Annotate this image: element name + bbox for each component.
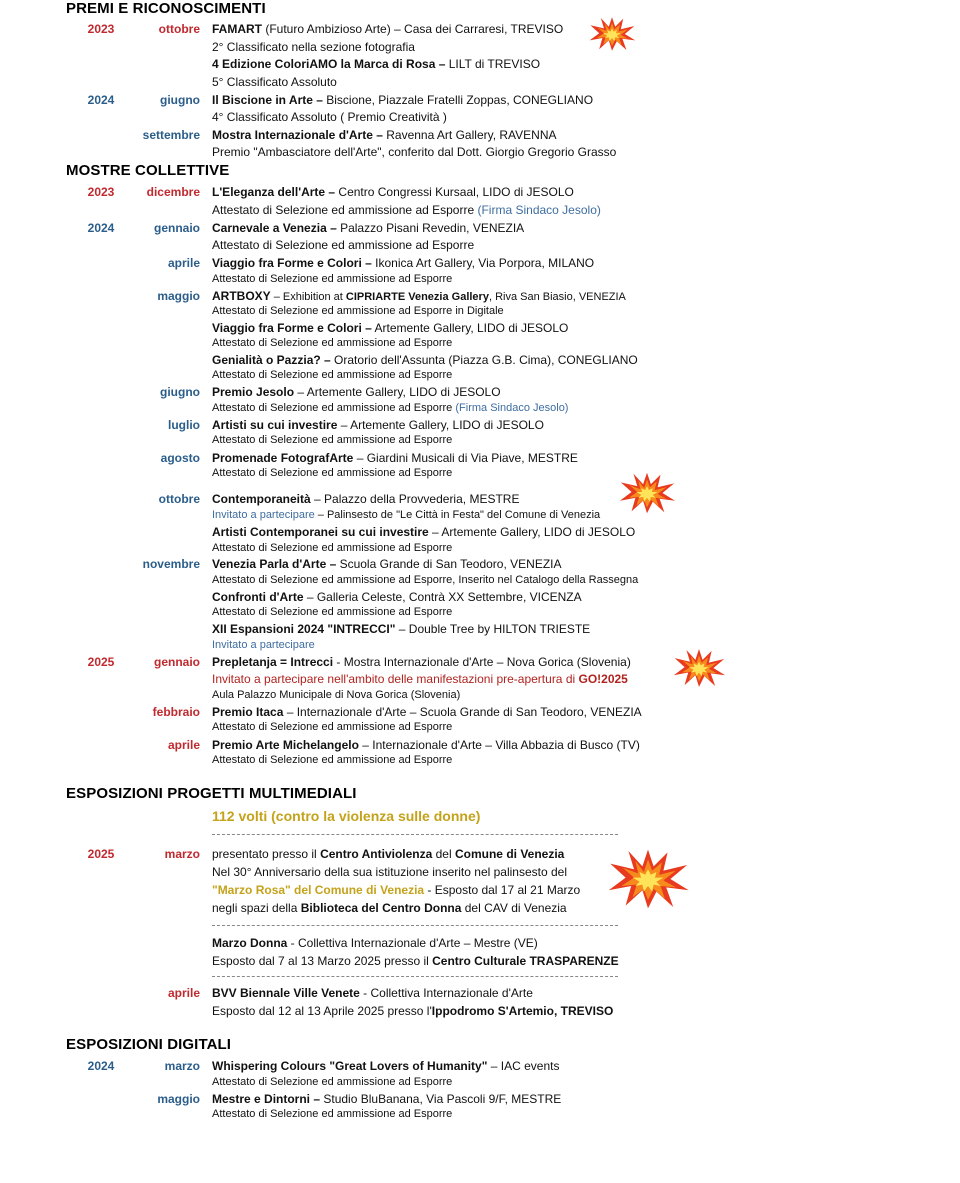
month-label: febbraio	[152, 705, 200, 719]
entry-title: Contemporaneità	[212, 492, 311, 506]
line-text: Esposto dal 12 al 13 Aprile 2025 presso l'	[212, 1004, 432, 1018]
starburst-icon	[672, 645, 726, 691]
starburst-icon	[606, 842, 690, 916]
entry-venue: – Internazionale d'Arte – Villa Abbazia di Busco (TV)	[358, 738, 640, 752]
entry-title: Premio Arte Michelangelo	[212, 738, 359, 752]
line-text: del CAV di Venezia	[461, 901, 567, 915]
entry-venue: – Artemente Gallery, LIDO di JESOLO	[428, 525, 636, 539]
exhibition-entry	[212, 418, 544, 432]
entry-detail: 5° Classificato Assoluto	[212, 75, 337, 89]
line-text: negli spazi della	[212, 901, 301, 915]
project-line	[212, 936, 538, 950]
project-line	[212, 901, 567, 915]
entry-detail: Attestato di Selezione ed ammissione ad Esporre	[212, 606, 453, 618]
entry-detail	[212, 402, 568, 414]
entry-title: Premio Jesolo	[212, 385, 298, 399]
entry-venue: Oratorio dell'Assunta (Piazza G.B. Cima), CONEGLIANO	[330, 353, 638, 367]
detail-note: (Firma Sindaco Jesolo)	[477, 203, 601, 217]
entry-venue: – Exhibition at	[270, 291, 346, 303]
month-label: gennaio	[153, 655, 200, 669]
award-entry	[212, 128, 557, 142]
section-title-mostre: MOSTRE COLLETTIVE	[66, 162, 230, 179]
line-text: del	[432, 847, 455, 861]
divider	[212, 976, 618, 977]
entry-title: Whispering Colours "Great Lovers of Humanity"	[212, 1059, 491, 1073]
exhibition-entry	[212, 1092, 561, 1106]
entry-venue: Palazzo Pisani Revedin, VENEZIA	[336, 221, 525, 235]
month-label: marzo	[164, 847, 200, 861]
section-title-digitali: ESPOSIZIONI DIGITALI	[66, 1036, 232, 1053]
year-label: 2025	[87, 655, 115, 669]
month-label: giugno	[160, 385, 200, 399]
detail-text: Attestato di Selezione ed ammissione ad Esporre	[212, 203, 478, 217]
month-label: dicembre	[146, 185, 200, 199]
year-label: 2023	[87, 185, 115, 199]
entry-title: Promenade FotografArte	[212, 451, 354, 465]
entry-venue: (Futuro Ambizioso Arte) – Casa dei Carraresi, TREVISO	[262, 22, 564, 36]
entry-detail: Attestato di Selezione ed ammissione ad Esporre	[212, 369, 453, 381]
month-label: ottobre	[158, 22, 200, 36]
entry-detail	[212, 672, 628, 686]
entry-detail: 4° Classificato Assoluto ( Premio Creatività )	[212, 110, 447, 124]
entry-title: L'Eleganza dell'Arte –	[212, 185, 336, 199]
entry-title: Marzo Donna	[212, 936, 288, 950]
entry-venue: , Riva San Biasio, VENEZIA	[488, 291, 626, 303]
line-text: Esposto dal 7 al 13 Marzo 2025 presso il	[212, 954, 433, 968]
entry-title: Mestre e Dintorni –	[212, 1092, 321, 1106]
detail-note: GO!2025	[578, 672, 628, 686]
entry-title: Premio Itaca	[212, 705, 284, 719]
entry-detail: Attestato di Selezione ed ammissione ad Esporre	[212, 754, 453, 766]
entry-title: CIPRIARTE Venezia Gallery	[345, 291, 489, 303]
entry-detail: Attestato di Selezione ed ammissione ad Esporre	[212, 273, 453, 285]
exhibition-entry	[212, 289, 626, 303]
exhibition-entry	[212, 525, 635, 539]
month-label: luglio	[168, 418, 200, 432]
exhibition-entry	[212, 557, 562, 571]
divider	[212, 834, 618, 835]
entry-title: Venezia Parla d'Arte –	[212, 557, 337, 571]
line-text: - Esposto dal 17 al 21 Marzo	[424, 883, 581, 897]
detail-text: Attestato di Selezione ed ammissione ad Esporre	[212, 402, 453, 414]
entry-detail	[212, 509, 600, 521]
entry-venue: LILT di TREVISO	[445, 57, 541, 71]
divider	[212, 925, 618, 926]
month-label: aprile	[167, 738, 200, 752]
month-label: settembre	[142, 128, 200, 142]
entry-detail: Attestato di Selezione ed ammissione ad Esporre, Inserito nel Catalogo della Rassegna	[212, 574, 639, 586]
entry-title: Genialità o Pazzia? –	[212, 353, 331, 367]
line-bold: Ippodromo S'Artemio, TREVISO	[431, 1004, 614, 1018]
exhibition-entry	[212, 353, 638, 367]
entry-detail: Attestato di Selezione ed ammissione ad Esporre	[212, 1076, 453, 1088]
month-label: maggio	[157, 289, 200, 303]
entry-title: Prepletanja = Intrecci	[212, 655, 334, 669]
entry-title: BVV Biennale Ville Venete	[212, 986, 360, 1000]
year-label: 2024	[87, 93, 115, 107]
entry-title: Mostra Internazionale d'Arte –	[212, 128, 383, 142]
month-label: giugno	[160, 93, 200, 107]
entry-venue: - Mostra Internazionale d'Arte – Nova Gorica (Slovenia)	[333, 655, 631, 669]
entry-venue: – Internazionale d'Arte – Scuola Grande di San Teodoro, VENEZIA	[283, 705, 642, 719]
exhibition-entry	[212, 590, 582, 604]
entry-venue: Centro Congressi Kursaal, LIDO di JESOLO	[335, 185, 574, 199]
entry-venue: – Giardini Musicali di Via Piave, MESTRE	[353, 451, 578, 465]
project-line	[212, 954, 619, 968]
entry-title: Viaggio fra Forme e Colori –	[212, 256, 372, 270]
exhibition-entry	[212, 451, 578, 465]
entry-venue: Ikonica Art Gallery, Via Porpora, MILANO	[371, 256, 595, 270]
entry-venue: – Palazzo della Provvederia, MESTRE	[310, 492, 520, 506]
exhibition-entry	[212, 622, 590, 636]
entry-title: ARTBOXY	[212, 289, 271, 303]
award-entry	[212, 57, 540, 71]
entry-venue: - Collettiva Internazionale d'Arte – Mestre (VE)	[287, 936, 538, 950]
entry-title: FAMART	[212, 22, 262, 36]
entry-detail: Attestato di Selezione ed ammissione ad Esporre	[212, 1108, 453, 1120]
entry-title: XII Espansioni 2024 "INTRECCI"	[212, 622, 399, 636]
project-line	[212, 986, 533, 1000]
project-line	[212, 883, 580, 897]
line-bold: Biblioteca del Centro Donna	[300, 901, 462, 915]
year-label: 2024	[87, 221, 115, 235]
entry-venue: – IAC events	[490, 1059, 560, 1073]
entry-venue: Biscione, Piazzale Fratelli Zoppas, CONEGLIANO	[322, 93, 594, 107]
month-label: ottobre	[158, 492, 200, 506]
detail-text: – Palinsesto de "Le Città in Festa" del Comune di Venezia	[314, 509, 601, 521]
year-label: 2024	[87, 1059, 115, 1073]
award-entry	[212, 93, 593, 107]
entry-venue: Studio BluBanana, Via Pascoli 9/F, MESTRE	[320, 1092, 562, 1106]
month-label: aprile	[167, 986, 200, 1000]
entry-detail: Attestato di Selezione ed ammissione ad Esporre in Digitale	[212, 305, 504, 317]
exhibition-entry	[212, 492, 519, 506]
exhibition-entry	[212, 321, 568, 335]
line-bold: Centro Antiviolenza	[320, 847, 433, 861]
section-title-multimediali: ESPOSIZIONI PROGETTI MULTIMEDIALI	[66, 785, 357, 802]
detail-note: (Firma Sindaco Jesolo)	[455, 402, 569, 414]
entry-detail: Premio "Ambasciatore dell'Arte", conferito dal Dott. Giorgio Gregorio Grasso	[212, 145, 617, 159]
entry-venue: - Collettiva Internazionale d'Arte	[359, 986, 533, 1000]
project-line	[212, 1004, 613, 1018]
entry-detail	[212, 203, 601, 217]
month-label: novembre	[142, 557, 200, 571]
month-label: aprile	[167, 256, 200, 270]
entry-title: Artisti su cui investire	[212, 418, 341, 432]
line-highlight: "Marzo Rosa" del Comune di Venezia	[212, 883, 425, 897]
entry-title: Confronti d'Arte	[212, 590, 307, 604]
entry-title: Artisti Contemporanei su cui investire	[212, 525, 429, 539]
month-label: agosto	[160, 451, 200, 465]
exhibition-entry	[212, 221, 524, 235]
entry-detail: Invitato a partecipare	[212, 639, 315, 651]
project-line: Nel 30° Anniversario della sua istituzione inserito nel palinsesto del	[212, 865, 568, 879]
entry-detail: Attestato di Selezione ed ammissione ad Esporre	[212, 542, 453, 554]
entry-detail: Attestato di Selezione ed ammissione ad Esporre	[212, 721, 453, 733]
project-line	[212, 847, 564, 861]
exhibition-entry	[212, 1059, 559, 1073]
month-label: marzo	[164, 1059, 200, 1073]
month-label: maggio	[157, 1092, 200, 1106]
exhibition-entry	[212, 385, 501, 399]
award-entry	[212, 22, 563, 36]
entry-venue: – Artemente Gallery, LIDO di JESOLO	[340, 418, 544, 432]
project-title: 112 volti (contro la violenza sulle donne)	[212, 808, 481, 824]
entry-title: 4 Edizione ColoriAMO la Marca di Rosa –	[212, 57, 446, 71]
detail-note: Invitato a partecipare	[212, 509, 315, 521]
entry-detail: Attestato di Selezione ed ammissione ad Esporre	[212, 434, 453, 446]
exhibition-entry	[212, 655, 631, 669]
exhibition-entry	[212, 185, 574, 199]
entry-venue: – Galleria Celeste, Contrà XX Settembre, VICENZA	[306, 590, 582, 604]
starburst-icon	[618, 470, 676, 516]
entry-title: Carnevale a Venezia –	[212, 221, 337, 235]
entry-venue: Artemente Gallery, LIDO di JESOLO	[371, 321, 569, 335]
year-label: 2023	[87, 22, 115, 36]
line-text: presentato presso il	[212, 847, 321, 861]
entry-detail: Aula Palazzo Municipale di Nova Gorica (Slovenia)	[212, 689, 461, 701]
line-bold: Centro Culturale TRASPARENZE	[432, 954, 619, 968]
section-title-premi: PREMI E RICONOSCIMENTI	[66, 0, 266, 17]
line-bold: Comune di Venezia	[454, 847, 565, 861]
entry-title: Viaggio fra Forme e Colori –	[212, 321, 372, 335]
starburst-icon	[588, 14, 636, 54]
entry-venue: – Artemente Gallery, LIDO di JESOLO	[297, 385, 501, 399]
entry-venue: Scuola Grande di San Teodoro, VENEZIA	[336, 557, 562, 571]
entry-venue: – Double Tree by HILTON TRIESTE	[398, 622, 591, 636]
entry-detail: 2° Classificato nella sezione fotografia	[212, 40, 415, 54]
year-label: 2025	[87, 847, 115, 861]
exhibition-entry	[212, 705, 642, 719]
exhibition-entry	[212, 256, 594, 270]
entry-detail: Attestato di Selezione ed ammissione ad Esporre	[212, 337, 453, 349]
entry-venue: Ravenna Art Gallery, RAVENNA	[382, 128, 557, 142]
detail-text: Invitato a partecipare nell'ambito delle manifestazioni pre-apertura di	[212, 672, 579, 686]
entry-title: Il Biscione in Arte –	[212, 93, 323, 107]
exhibition-entry	[212, 738, 640, 752]
month-label: gennaio	[153, 221, 200, 235]
entry-detail: Attestato di Selezione ed ammissione ad Esporre	[212, 467, 453, 479]
entry-detail: Attestato di Selezione ed ammissione ad Esporre	[212, 238, 475, 252]
